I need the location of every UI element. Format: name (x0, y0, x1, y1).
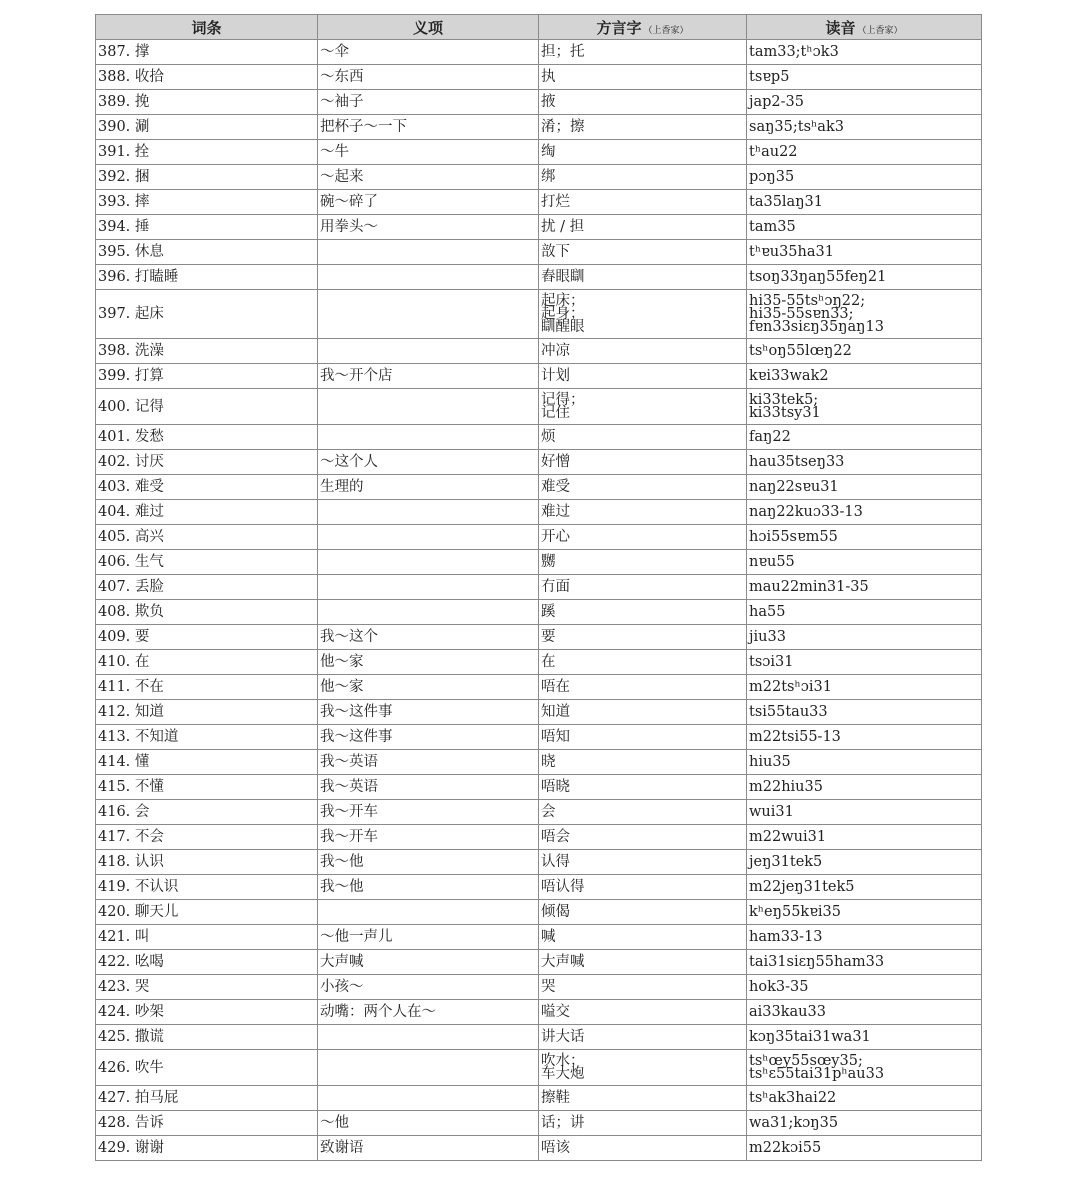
table-row (96, 1111, 982, 1136)
table-row (96, 975, 982, 1000)
cell-sense (318, 290, 539, 339)
cell-sense: 致谢语 (318, 1136, 539, 1161)
cell-dialect: 唔认得 (539, 875, 747, 900)
cell-dialect: 大声喊 (539, 950, 747, 975)
cell-entry: 401. 发愁 (96, 425, 318, 450)
cell-dialect: 烦 (539, 425, 747, 450)
cell-entry: 413. 不知道 (96, 725, 318, 750)
vocabulary-table (95, 14, 982, 1161)
cell-entry: 424. 吵架 (96, 1000, 318, 1025)
cell-entry: 398. 洗澡 (96, 339, 318, 364)
cell-sense: 用拳头～ (318, 215, 539, 240)
cell-entry: 425. 撒谎 (96, 1025, 318, 1050)
cell-dialect: 敨下 (539, 240, 747, 265)
cell-reading: tai31siɛŋ55ham33 (747, 950, 982, 975)
cell-sense: 小孩～ (318, 975, 539, 1000)
cell-sense: 我～这件事 (318, 725, 539, 750)
cell-reading: tam35 (747, 215, 982, 240)
header-reading: 读音 （上香家） (747, 15, 982, 40)
cell-dialect: 唔在 (539, 675, 747, 700)
table-row (96, 1025, 982, 1050)
cell-sense: 我～开车 (318, 825, 539, 850)
cell-dialect: 掖 (539, 90, 747, 115)
cell-sense (318, 389, 539, 425)
cell-reading: tsɔi31 (747, 650, 982, 675)
cell-entry: 429. 谢谢 (96, 1136, 318, 1161)
cell-sense: 他～家 (318, 650, 539, 675)
cell-sense (318, 525, 539, 550)
table-header-row (96, 15, 982, 40)
cell-sense: ～这个人 (318, 450, 539, 475)
cell-reading: m22tsʰɔi31 (747, 675, 982, 700)
cell-entry: 403. 难受 (96, 475, 318, 500)
cell-reading: hok3-35 (747, 975, 982, 1000)
cell-sense: ～他 (318, 1111, 539, 1136)
cell-reading: hau35tseŋ33 (747, 450, 982, 475)
table-row (96, 725, 982, 750)
table-row (96, 1000, 982, 1025)
cell-dialect: 唔晓 (539, 775, 747, 800)
cell-sense (318, 265, 539, 290)
cell-reading: hiu35 (747, 750, 982, 775)
header-entry: 词条 (96, 15, 318, 40)
cell-reading: pɔŋ35 (747, 165, 982, 190)
cell-reading: mau22min31-35 (747, 575, 982, 600)
cell-dialect: 扰 / 担 (539, 215, 747, 240)
cell-entry: 399. 打算 (96, 364, 318, 389)
table-row (96, 215, 982, 240)
cell-reading: m22tsi55-13 (747, 725, 982, 750)
table-row (96, 339, 982, 364)
cell-entry: 426. 吹牛 (96, 1050, 318, 1086)
cell-dialect: 唔知 (539, 725, 747, 750)
cell-dialect: 嬲 (539, 550, 747, 575)
cell-sense: 我～开车 (318, 800, 539, 825)
table-row (96, 800, 982, 825)
cell-dialect: 担；托 (539, 40, 747, 65)
header-dialect-note: （上香家） (643, 25, 689, 36)
table-row (96, 500, 982, 525)
cell-entry: 408. 欺负 (96, 600, 318, 625)
cell-dialect: 哭 (539, 975, 747, 1000)
cell-sense: ～袖子 (318, 90, 539, 115)
table-row (96, 389, 982, 425)
cell-reading: ha55 (747, 600, 982, 625)
table-row (96, 1136, 982, 1161)
cell-entry: 387. 撑 (96, 40, 318, 65)
cell-sense (318, 240, 539, 265)
cell-sense (318, 425, 539, 450)
cell-entry: 396. 打瞌睡 (96, 265, 318, 290)
cell-sense: 我～他 (318, 875, 539, 900)
cell-reading: faŋ22 (747, 425, 982, 450)
cell-reading: m22wui31 (747, 825, 982, 850)
cell-dialect: 舂眼瞓 (539, 265, 747, 290)
cell-reading: naŋ22kuɔ33-13 (747, 500, 982, 525)
cell-dialect: 打烂 (539, 190, 747, 215)
table-row (96, 450, 982, 475)
cell-dialect: 认得 (539, 850, 747, 875)
table-row (96, 600, 982, 625)
cell-reading: m22hiu35 (747, 775, 982, 800)
cell-sense: 生理的 (318, 475, 539, 500)
cell-dialect: 唔该 (539, 1136, 747, 1161)
cell-dialect: 讲大话 (539, 1025, 747, 1050)
cell-sense: 我～开个店 (318, 364, 539, 389)
cell-entry: 411. 不在 (96, 675, 318, 700)
cell-reading: kɐi33wak2 (747, 364, 982, 389)
cell-sense: 碗～碎了 (318, 190, 539, 215)
cell-reading: wa31;kɔŋ35 (747, 1111, 982, 1136)
table-row (96, 525, 982, 550)
cell-dialect: 唔会 (539, 825, 747, 850)
cell-sense (318, 500, 539, 525)
cell-entry: 395. 休息 (96, 240, 318, 265)
cell-dialect: 淆；擦 (539, 115, 747, 140)
cell-reading: tsɐp5 (747, 65, 982, 90)
cell-sense: ～牛 (318, 140, 539, 165)
cell-sense (318, 1050, 539, 1086)
table-row (96, 90, 982, 115)
cell-entry: 388. 收拾 (96, 65, 318, 90)
table-row (96, 925, 982, 950)
cell-entry: 394. 捶 (96, 215, 318, 240)
cell-dialect: 晓 (539, 750, 747, 775)
cell-sense (318, 550, 539, 575)
cell-sense: 我～这个 (318, 625, 539, 650)
cell-reading: hɔi55sɐm55 (747, 525, 982, 550)
table-row (96, 265, 982, 290)
header-reading-note: （上香家） (857, 25, 903, 36)
cell-entry: 410. 在 (96, 650, 318, 675)
cell-dialect: 记得； 记住 (539, 389, 747, 425)
cell-dialect: 好憎 (539, 450, 747, 475)
cell-entry: 419. 不认识 (96, 875, 318, 900)
cell-sense: 大声喊 (318, 950, 539, 975)
cell-entry: 393. 摔 (96, 190, 318, 215)
cell-sense (318, 339, 539, 364)
cell-entry: 389. 挽 (96, 90, 318, 115)
cell-reading: hi35-55tsʰɔŋ22; hi35-55sɐn33; fɐn33siɛŋ35ŋaŋ13 (747, 290, 982, 339)
cell-sense: 动嘴：两个人在～ (318, 1000, 539, 1025)
cell-sense (318, 1086, 539, 1111)
cell-entry: 423. 哭 (96, 975, 318, 1000)
cell-entry: 422. 吆喝 (96, 950, 318, 975)
cell-reading: wui31 (747, 800, 982, 825)
table-row (96, 675, 982, 700)
cell-dialect: 知道 (539, 700, 747, 725)
table-row (96, 825, 982, 850)
table-row (96, 750, 982, 775)
cell-sense: 把杯子～一下 (318, 115, 539, 140)
cell-dialect: 开心 (539, 525, 747, 550)
table-row (96, 40, 982, 65)
cell-entry: 416. 会 (96, 800, 318, 825)
cell-reading: tam33;tʰɔk3 (747, 40, 982, 65)
cell-reading: ta35laŋ31 (747, 190, 982, 215)
table-row (96, 875, 982, 900)
cell-entry: 406. 生气 (96, 550, 318, 575)
table-row (96, 115, 982, 140)
header-dialect: 方言字 （上香家） (539, 15, 747, 40)
cell-dialect: 绑 (539, 165, 747, 190)
cell-entry: 392. 捆 (96, 165, 318, 190)
cell-dialect: 擦鞋 (539, 1086, 747, 1111)
table-row (96, 950, 982, 975)
cell-sense (318, 600, 539, 625)
table-row (96, 1050, 982, 1086)
cell-entry: 391. 拴 (96, 140, 318, 165)
cell-reading: tʰɐu35ha31 (747, 240, 982, 265)
cell-reading: jap2-35 (747, 90, 982, 115)
cell-reading: m22jeŋ31tek5 (747, 875, 982, 900)
cell-dialect: 起床； 起身； 瞓醒眼 (539, 290, 747, 339)
table-row (96, 900, 982, 925)
cell-entry: 407. 丢脸 (96, 575, 318, 600)
cell-entry: 405. 高兴 (96, 525, 318, 550)
cell-sense: 我～他 (318, 850, 539, 875)
cell-entry: 414. 懂 (96, 750, 318, 775)
cell-entry: 418. 认识 (96, 850, 318, 875)
table-row (96, 550, 982, 575)
cell-dialect: 冲凉 (539, 339, 747, 364)
cell-sense: ～伞 (318, 40, 539, 65)
cell-dialect: 难过 (539, 500, 747, 525)
cell-dialect: 计划 (539, 364, 747, 389)
table-row (96, 625, 982, 650)
cell-sense: ～东西 (318, 65, 539, 90)
cell-dialect: 冇面 (539, 575, 747, 600)
cell-reading: jeŋ31tek5 (747, 850, 982, 875)
cell-dialect: 话；讲 (539, 1111, 747, 1136)
cell-entry: 404. 难过 (96, 500, 318, 525)
cell-reading: tsʰœy55sœy35; tsʰɛ55tai31pʰau33 (747, 1050, 982, 1086)
cell-entry: 397. 起床 (96, 290, 318, 339)
cell-entry: 400. 记得 (96, 389, 318, 425)
cell-reading: naŋ22sɐu31 (747, 475, 982, 500)
cell-reading: tsoŋ33ŋaŋ55feŋ21 (747, 265, 982, 290)
cell-entry: 390. 涮 (96, 115, 318, 140)
cell-dialect: 会 (539, 800, 747, 825)
cell-entry: 417. 不会 (96, 825, 318, 850)
table-row (96, 700, 982, 725)
cell-reading: m22kɔi55 (747, 1136, 982, 1161)
cell-sense (318, 1025, 539, 1050)
cell-sense: ～他一声儿 (318, 925, 539, 950)
table-row (96, 240, 982, 265)
cell-reading: tsʰoŋ55lœŋ22 (747, 339, 982, 364)
cell-sense: 我～英语 (318, 750, 539, 775)
cell-reading: ai33kau33 (747, 1000, 982, 1025)
cell-dialect: 执 (539, 65, 747, 90)
table-row (96, 165, 982, 190)
cell-reading: saŋ35;tsʰak3 (747, 115, 982, 140)
cell-reading: kʰeŋ55kɐi35 (747, 900, 982, 925)
cell-dialect: 吹水； 车大炮 (539, 1050, 747, 1086)
cell-dialect: 要 (539, 625, 747, 650)
cell-reading: tsʰak3hai22 (747, 1086, 982, 1111)
table-row (96, 190, 982, 215)
cell-sense: ～起来 (318, 165, 539, 190)
cell-dialect: 绹 (539, 140, 747, 165)
cell-dialect: 难受 (539, 475, 747, 500)
cell-sense: 他～家 (318, 675, 539, 700)
cell-entry: 421. 叫 (96, 925, 318, 950)
cell-dialect: 倾偈 (539, 900, 747, 925)
cell-reading: nɐu55 (747, 550, 982, 575)
table-row (96, 140, 982, 165)
table-row (96, 575, 982, 600)
cell-dialect: 在 (539, 650, 747, 675)
cell-reading: jiu33 (747, 625, 982, 650)
cell-dialect: 喊 (539, 925, 747, 950)
header-sense: 义项 (318, 15, 539, 40)
table-row (96, 475, 982, 500)
cell-entry: 420. 聊天儿 (96, 900, 318, 925)
cell-reading: tʰau22 (747, 140, 982, 165)
cell-entry: 409. 要 (96, 625, 318, 650)
cell-dialect: 蹊 (539, 600, 747, 625)
table-row (96, 775, 982, 800)
cell-entry: 415. 不懂 (96, 775, 318, 800)
cell-dialect: 嗌交 (539, 1000, 747, 1025)
cell-sense (318, 575, 539, 600)
table-row (96, 364, 982, 389)
cell-reading: kɔŋ35tai31wa31 (747, 1025, 982, 1050)
table-row (96, 1086, 982, 1111)
cell-entry: 428. 告诉 (96, 1111, 318, 1136)
table-row (96, 65, 982, 90)
cell-sense (318, 900, 539, 925)
cell-entry: 412. 知道 (96, 700, 318, 725)
cell-entry: 427. 拍马屁 (96, 1086, 318, 1111)
table-row (96, 650, 982, 675)
cell-reading: tsi55tau33 (747, 700, 982, 725)
cell-sense: 我～英语 (318, 775, 539, 800)
table-row (96, 290, 982, 339)
cell-sense: 我～这件事 (318, 700, 539, 725)
cell-entry: 402. 讨厌 (96, 450, 318, 475)
cell-reading: ham33-13 (747, 925, 982, 950)
table-row (96, 850, 982, 875)
cell-reading: ki33tek5; ki33tsy31 (747, 389, 982, 425)
table-row (96, 425, 982, 450)
